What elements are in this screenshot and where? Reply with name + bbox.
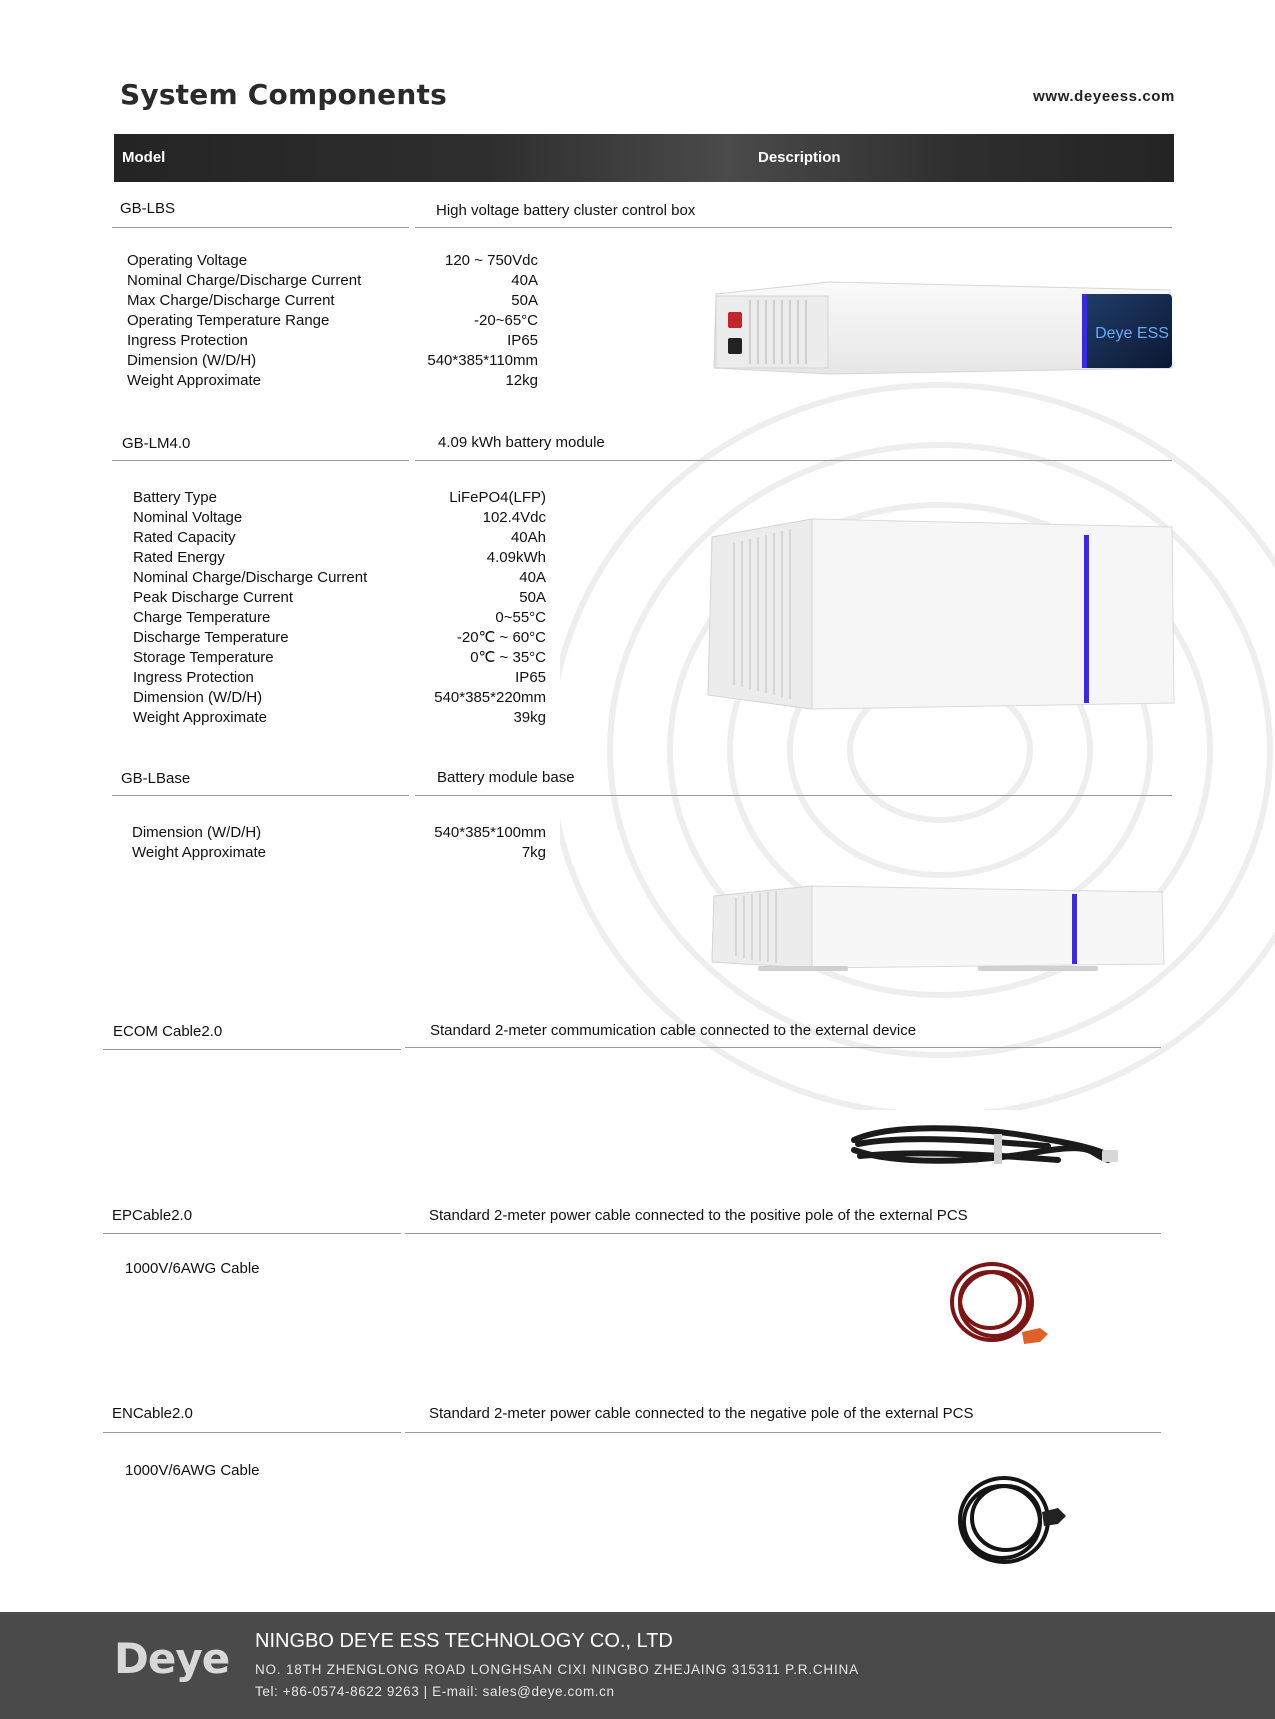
spec-value: -20~65°C — [474, 312, 538, 329]
spec-value: 0~55°C — [495, 609, 546, 626]
spec-label: Battery Type — [133, 489, 217, 506]
model-name: EPCable2.0 — [112, 1207, 193, 1224]
spec-value: 40Ah — [510, 529, 546, 546]
row-divider — [112, 795, 409, 796]
model-description: High voltage battery cluster control box — [436, 202, 696, 219]
row-divider — [103, 1432, 401, 1433]
spec-value: 0℃ ~ 35°C — [470, 649, 546, 666]
row-divider — [405, 1233, 1161, 1234]
model-description: Standard 2-meter commumication cable connected to the external device — [430, 1022, 917, 1039]
spec-list — [133, 488, 367, 728]
brand-label: Deye ESS — [1095, 325, 1169, 342]
spec-value: 40A — [519, 569, 546, 586]
deye-logo: Deye — [114, 1634, 230, 1683]
row-divider — [405, 1047, 1161, 1048]
spec-values — [388, 488, 546, 728]
spec-label: Ingress Protection — [127, 332, 248, 349]
spec-label: Charge Temperature — [133, 609, 271, 626]
spec-label: Dimension (W/D/H) — [133, 689, 263, 706]
spec-values — [380, 251, 538, 391]
cable-rating: 1000V/6AWG Cable — [125, 1260, 260, 1277]
spec-values — [386, 823, 546, 863]
model-description: 4.09 kWh battery module — [438, 434, 605, 451]
company-address: NO. 18TH ZHENGLONG ROAD LONGHSAN CIXI NINGBO ZHEJAING 315311 P.R.CHINA — [255, 1662, 859, 1677]
spec-value: 540*385*110mm — [427, 352, 538, 369]
cable-rating: 1000V/6AWG Cable — [125, 1462, 260, 1479]
spec-value: 50A — [519, 589, 546, 606]
spec-value: 39kg — [513, 709, 546, 726]
spec-value: 102.4Vdc — [482, 509, 546, 526]
row-divider — [415, 795, 1172, 796]
module-base-image — [708, 882, 1166, 972]
spec-label: Operating Temperature Range — [127, 312, 330, 329]
spec-value: 7kg — [521, 844, 546, 861]
spec-label: Weight Approximate — [127, 372, 261, 389]
positive-power-cable-image — [944, 1258, 1054, 1353]
row-divider — [415, 460, 1172, 461]
spec-label: Weight Approximate — [133, 709, 267, 726]
company-contact: Tel: +86-0574-8622 9263 | E-mail: sales@deye.com.cn — [255, 1684, 615, 1699]
spec-value: 4.09kWh — [486, 549, 546, 566]
spec-list — [127, 251, 361, 391]
model-description: Battery module base — [437, 769, 575, 786]
page-title: System Components — [120, 78, 447, 111]
model-description: Standard 2-meter power cable connected to the positive pole of the external PCS — [429, 1207, 968, 1224]
model-name: GB-LM4.0 — [122, 435, 191, 452]
model-name: ECOM Cable2.0 — [113, 1023, 223, 1040]
spec-value: 540*385*220mm — [434, 689, 546, 706]
spec-label: Dimension (W/D/H) — [132, 824, 262, 841]
battery-module-image — [704, 515, 1176, 710]
spec-label: Discharge Temperature — [133, 629, 289, 646]
control-box-image — [710, 276, 1175, 381]
spec-value: 50A — [511, 292, 538, 309]
spec-label: Weight Approximate — [132, 844, 266, 861]
spec-label: Nominal Voltage — [133, 509, 243, 526]
spec-label: Nominal Charge/Discharge Current — [133, 569, 368, 586]
column-header-description: Description — [758, 149, 841, 166]
spec-label: Rated Energy — [133, 549, 225, 566]
spec-value: 12kg — [505, 372, 538, 389]
spec-value: 120 ~ 750Vdc — [445, 252, 538, 269]
background-contour-decoration — [560, 330, 1275, 1110]
column-header-model: Model — [122, 149, 166, 166]
model-description: Standard 2-meter power cable connected to the negative pole of the external PCS — [429, 1405, 974, 1422]
spec-label: Max Charge/Discharge Current — [127, 292, 335, 309]
table-header — [114, 134, 1174, 182]
spec-label: Rated Capacity — [133, 529, 236, 546]
spec-value: 540*385*100mm — [434, 824, 546, 841]
model-name: ENCable2.0 — [112, 1405, 193, 1422]
model-name: GB-LBS — [120, 200, 176, 217]
spec-value: 40A — [511, 272, 538, 289]
row-divider — [415, 227, 1172, 228]
company-name: NINGBO DEYE ESS TECHNOLOGY CO., LTD — [255, 1630, 673, 1652]
negative-power-cable-image — [950, 1472, 1070, 1568]
row-divider — [405, 1432, 1161, 1433]
footer — [0, 1612, 1275, 1719]
spec-list — [132, 823, 266, 863]
model-name: GB-LBase — [121, 770, 191, 787]
spec-value: LiFePO4(LFP) — [449, 489, 546, 506]
spec-label: Peak Discharge Current — [133, 589, 294, 606]
spec-label: Nominal Charge/Discharge Current — [127, 272, 362, 289]
row-divider — [103, 1233, 401, 1234]
spec-label: Operating Voltage — [127, 252, 248, 269]
spec-label: Storage Temperature — [133, 649, 274, 666]
row-divider — [103, 1049, 401, 1050]
spec-label: Ingress Protection — [133, 669, 254, 686]
website-link[interactable]: www.deyeess.com — [1033, 88, 1175, 105]
row-divider — [112, 227, 409, 228]
spec-value: -20℃ ~ 60°C — [456, 629, 546, 646]
row-divider — [112, 460, 409, 461]
spec-value: IP65 — [515, 669, 546, 686]
spec-label: Dimension (W/D/H) — [127, 352, 257, 369]
spec-value: IP65 — [507, 332, 538, 349]
communication-cable-image — [848, 1120, 1128, 1180]
